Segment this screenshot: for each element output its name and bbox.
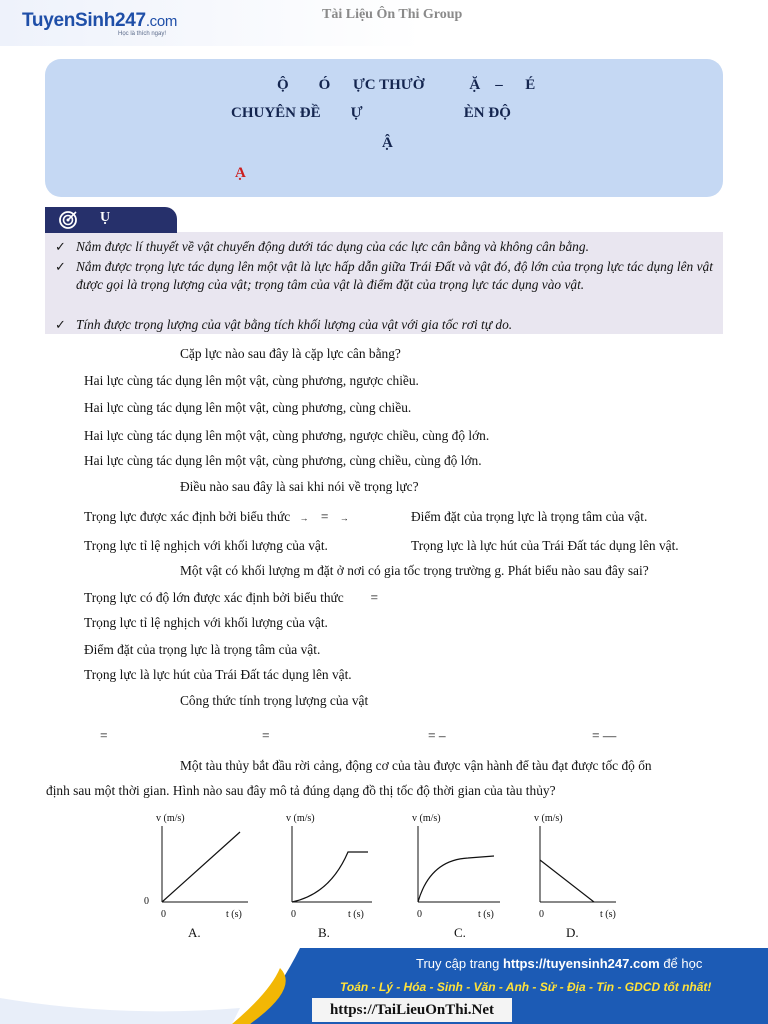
footer-url-box[interactable]: https://TaiLieuOnThi.Net [312,998,512,1022]
speed-curve [162,832,240,902]
q4-option-d[interactable]: = — [592,728,617,743]
q4-option-b[interactable]: = [262,728,270,743]
q3-option-c[interactable]: Điểm đặt của trọng lực là trọng tâm của vật. [84,642,321,657]
q2-option-a[interactable] [84,509,356,525]
brand-logo[interactable] [22,10,177,32]
q5-stem-line-2: định sau một thời gian. Hình nào sau đây mô tả đúng dạng đồ thị tốc độ thời gian của tàu thủy? [46,783,556,798]
q1-option-a[interactable]: Hai lực cùng tác dụng lên một vật, cùng phương, ngược chiều. [84,373,419,388]
graph-d-label: D. [566,925,579,940]
q1-option-b[interactable]: Hai lực cùng tác dụng lên một vật, cùng phương, cùng chiều. [84,400,412,415]
graph-c-label: C. [454,925,466,940]
footer-cta-prefix: Truy cập trang [416,956,503,971]
check-icon: ✓ [55,259,66,274]
objective-item [55,316,716,334]
objective-item [55,238,716,256]
logo-suffix: .com [145,13,178,30]
q3-option-b[interactable]: Trọng lực tỉ lệ nghịch với khối lượng của vật. [84,615,328,630]
arrow-icon: → [339,513,349,523]
arrow-icon: → [299,513,309,523]
footer-cta-suffix: để học [659,956,703,971]
q2-option-a-formula: = [320,509,329,524]
footer-subjects: Toán - Lý - Hóa - Sinh - Văn - Anh - Sử - Địa - Tin - GDCD tốt nhất! [340,980,712,994]
logo-text: TuyenSinh247 [22,10,146,31]
objective-text: Nắm được trọng lực tác dụng lên một vật là lực hấp dẫn giữa Trái Đất và vật đó, độ lớn của trọng lực tác dụng lên vật được gọi là trọng lượng của vật; trọng tâm của vật là điểm đặt của trọng lực tác dụng vào vật. [76,259,713,292]
q3-option-d[interactable]: Trọng lực là lực hút của Trái Đất tác dụng lên vật. [84,667,352,682]
graph-a-ylabel: v (m/s) [156,813,185,824]
graph-b-ylabel: v (m/s) [286,813,315,824]
title-box [45,59,723,197]
graph-d-xlabel: t (s) [600,909,616,920]
q2-option-c[interactable]: Trọng lực tỉ lệ nghịch với khối lượng của vật. [84,538,328,553]
graph-a-label: A. [188,925,201,940]
graph-b-origin-x: 0 [291,909,296,920]
footer-cta [416,956,702,971]
q2-option-a-text: Trọng lực được xác định bởi biểu thức [84,509,291,524]
speed-curve [292,852,368,902]
q4-option-c[interactable]: = – [428,728,446,743]
check-icon: ✓ [55,239,66,254]
graph-c-origin-x: 0 [417,909,422,920]
footer-link[interactable]: https://tuyensinh247.com [502,956,660,971]
graph-c-xlabel: t (s) [478,909,494,920]
q3-stem: Một vật có khối lượng m đặt ở nơi có gia tốc trọng trường g. Phát biểu nào sau đây sai? [180,563,649,578]
objective-text: Nắm được lí thuyết về vật chuyển động dưới tác dụng của các lực cân bằng và không cân bằng. [76,239,589,254]
title-line-1: Ộ Ó ỰC THƯỜ Ặ – É [277,77,536,93]
objectives-label: Ụ [100,210,111,225]
q1-option-c[interactable]: Hai lực cùng tác dụng lên một vật, cùng phương, ngược chiều, cùng độ lớn. [84,428,490,443]
q4-option-a[interactable]: = [100,728,108,743]
q3-option-a-text: Trọng lực có độ lớn được xác định bởi biểu thức [84,590,344,605]
objective-text: Tính được trọng lượng của vật bằng tích khối lượng của vật với gia tốc rơi tự do. [76,317,513,332]
graph-b[interactable] [270,808,415,938]
graph-a-origin-x: 0 [161,909,166,920]
speed-curve [418,856,494,902]
q2-stem: Điều nào sau đây là sai khi nói về trọng lực? [180,479,419,494]
logo-tagline: Học là thích ngay! [118,31,167,37]
graph-b-xlabel: t (s) [348,909,364,920]
graph-c-ylabel: v (m/s) [412,813,441,824]
graph-a[interactable] [140,808,285,938]
q1-stem: Cặp lực nào sau đây là cặp lực cân bằng? [180,346,401,361]
title-line-2: CHUYÊN ĐỀ Ự ÈN ĐỘ [231,105,511,121]
graph-d-origin-x: 0 [539,909,544,920]
graph-d-ylabel: v (m/s) [534,813,563,824]
check-icon: ✓ [55,317,66,332]
title-line-3: Ậ [382,135,393,151]
q3-option-a-formula: = [370,590,378,605]
objective-item [55,258,716,294]
title-line-4: Ạ [235,165,246,181]
target-icon [58,210,78,230]
graph-a-origin-y: 0 [144,896,149,907]
group-name: Tài Liệu Ôn Thi Group [322,7,463,22]
graph-a-xlabel: t (s) [226,909,242,920]
q1-option-d[interactable]: Hai lực cùng tác dụng lên một vật, cùng phương, cùng chiều, cùng độ lớn. [84,453,482,468]
q2-option-b[interactable]: Điểm đặt của trọng lực là trọng tâm của vật. [411,509,648,524]
graph-d[interactable] [518,808,663,938]
q4-stem: Công thức tính trọng lượng của vật [180,693,369,708]
graph-b-label: B. [318,925,330,940]
q5-stem-line-1: Một tàu thủy bắt đầu rời cảng, động cơ của tàu được vận hành để tàu đạt được tốc độ ổn [180,758,652,773]
speed-curve [540,860,594,902]
q2-option-d[interactable]: Trọng lực là lực hút của Trái Đất tác dụng lên vật. [411,538,679,553]
q3-option-a[interactable] [84,590,378,606]
